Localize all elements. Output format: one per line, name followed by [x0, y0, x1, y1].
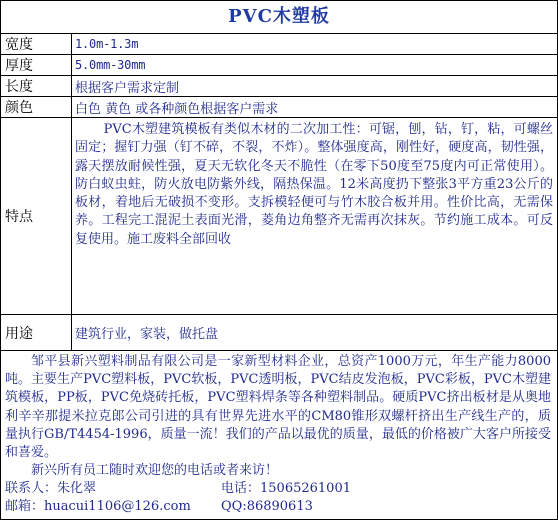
spec-label-width: 宽度	[1, 34, 72, 55]
spec-row-length	[1, 76, 557, 97]
spec-label-color: 颜色	[1, 97, 72, 118]
spec-row-usage	[1, 315, 557, 351]
contact-row-2	[1, 498, 557, 516]
spec-value-usage: 建筑行业，家装，做托盘	[72, 315, 558, 351]
spec-value-thickness: 5.0mm-30mm	[72, 55, 558, 76]
spec-value-features-cell	[72, 118, 558, 315]
spec-value-length: 根据客户需求定制	[72, 76, 558, 97]
contact-row-1	[1, 480, 557, 498]
spec-row-thickness	[1, 55, 557, 76]
spec-label-length: 长度	[1, 76, 72, 97]
spec-value-features: PVC木塑建筑模板有类似木材的二次加工性：可锯，刨，钻，钉，粘，可螺丝固定；握钉力强（钉不碎，不裂，不炸）。整体强度高，刚性好，硬度高，韧性强，露天摆放耐候性强，夏天无软化冬天不脆性（在零下50度至75度内可正常使用）。防白蚁虫蛀，防火放电防紫外线，隔热保温。12米高度扔下整张3平方重23公斤的板材，着地后无破损不变形。支拆模轻便可与竹木胶合板并用。性价比高，无需保养。工程完工混泥土表面光滑，菱角边角整齐无需再次抹灰。节约施工成本。可反复使用。施工废料全部回收	[75, 122, 553, 247]
spec-row-features	[1, 118, 557, 315]
spec-label-features: 特点	[1, 118, 72, 315]
contact-person: 联系人：朱化翠	[5, 481, 97, 497]
contact-email[interactable]: 邮箱：huacui1106@126.com	[5, 499, 191, 515]
company-section	[1, 351, 557, 480]
spec-row-width	[1, 34, 557, 55]
contact-qq: QQ:86890613	[221, 499, 313, 515]
spec-value-width: 1.0m-1.3m	[72, 34, 558, 55]
spec-row-color	[1, 97, 557, 118]
spec-value-color: 白色 黄色 或各种颜色根据客户需求	[72, 97, 558, 118]
page-title: PVC木塑板	[1, 1, 557, 34]
spec-label-usage: 用途	[1, 315, 72, 351]
spec-table	[1, 34, 557, 351]
contact-phone: 电话：15065261001	[221, 481, 351, 497]
spec-label-thickness: 厚度	[1, 55, 72, 76]
company-intro: 邹平县新兴塑料制品有限公司是一家新型材料企业，总资产1000万元，年生产能力8000吨。主要生产PVC塑料板，PVC软板，PVC透明板，PVC结皮发泡板，PVC彩板，PVC木塑建筑模板，PP板，PVC免烧砖托板，PVC塑料焊条等各种塑料制品。硬质PVC挤出板材是从奥地利辛辛那提米拉克郎公司引进的具有世界先进水平的CM80锥形双螺杆挤出生产线生产的，质量执行GB/T4454-1996，质量一流！我们的产品以最优的质量，最低的价格被广大客户所接受和喜爱。	[5, 354, 551, 461]
company-welcome: 新兴所有员工随时欢迎您的电话或者来访！	[31, 463, 279, 479]
